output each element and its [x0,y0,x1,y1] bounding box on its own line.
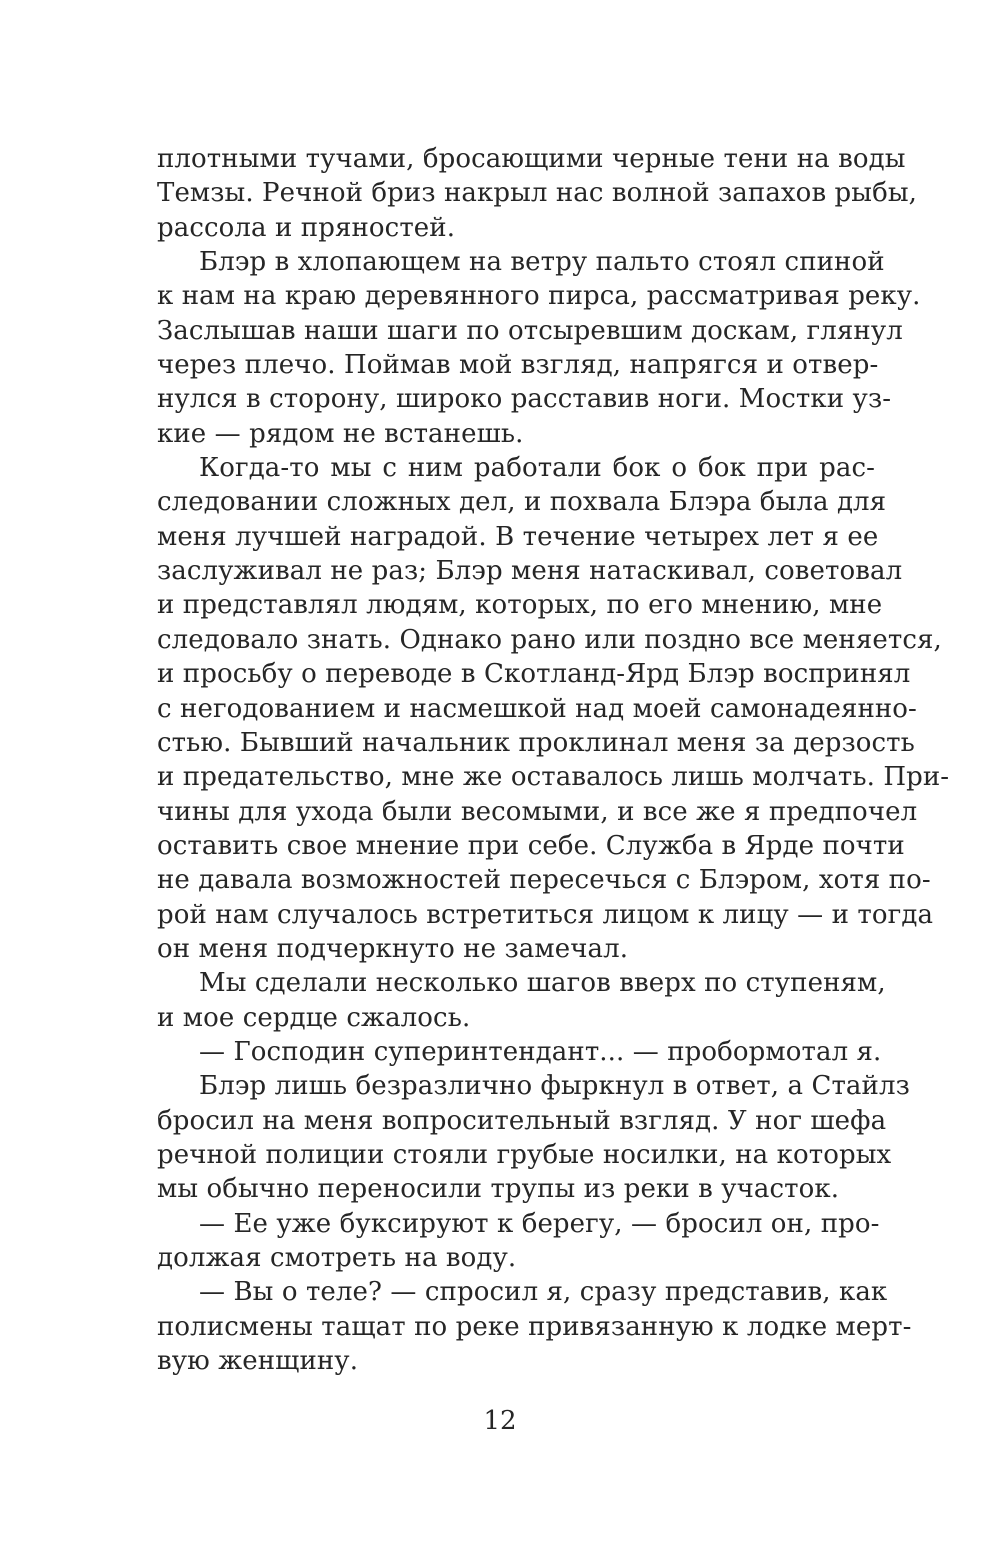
text-line: рой нам случалось встретиться лицом к лицу — и тогда [157,899,934,930]
text-line: к нам на краю деревянного пирса, рассматривая реку. [157,281,921,312]
text-line: рассола и пряностей. [157,212,456,243]
text-line: через плечо. Поймав мой взгляд, напрягся и отвер- [157,350,879,381]
text-line: Блэр в хлопающем на ветру пальто стоял спиной [199,247,885,278]
text-line: и предательство, мне же оставалось лишь молчать. При- [157,762,950,793]
paragraph-3 [157,451,950,966]
text-line: — Вы о теле? — спросил я, сразу представив, как [199,1277,888,1308]
text-line: Темзы. Речной бриз накрыл нас волной запахов рыбы, [157,178,917,209]
text-line: чины для ухода были весомыми, и все же я предпочел [157,796,918,827]
paragraph-6 [157,1069,910,1206]
text-line: стью. Бывший начальник проклинал меня за дерзость [157,727,915,758]
text-line: Когда-то мы с ним работали бок о бок при рас- [199,453,875,484]
text-line: заслуживал не раз; Блэр меня натаскивал, советовал [157,556,903,587]
text-line: кие — рядом не встанешь. [157,418,524,449]
text-line: и просьбу о переводе в Скотланд-Ярд Блэр воспринял [157,659,911,690]
text-line: и мое сердце сжалось. [157,1002,471,1033]
text-line: вую женщину. [157,1346,359,1377]
text-line: речной полиции стояли грубые носилки, на которых [157,1139,892,1170]
paragraph-4 [157,966,886,1035]
paragraph-1 [157,142,917,245]
text-line: бросил на меня вопросительный взгляд. У ног шефа [157,1105,887,1136]
text-line: оставить свое мнение при себе. Служба в Ярде почти [157,830,905,861]
page-body [157,142,950,1378]
text-line: Блэр лишь безразлично фыркнул в ответ, а Стайлз [199,1071,910,1102]
page-number: 12 [483,1406,517,1436]
paragraph-7 [157,1207,880,1276]
paragraph-8 [157,1275,912,1378]
text-line: плотными тучами, бросающими черные тени на воды [157,144,906,174]
text-line: следовало знать. Однако рано или поздно все меняется, [157,624,942,655]
text-line: Мы сделали несколько шагов вверх по ступеням, [199,968,886,999]
text-line: мы обычно переносили трупы из реки в участок. [157,1174,840,1205]
text-line: полисмены тащат по реке привязанную к лодке мерт- [157,1311,912,1342]
text-line: меня лучшей наградой. В течение четырех лет я ее [157,521,879,552]
paragraph-5 [157,1035,882,1069]
text-line: следовании сложных дел, и похвала Блэра была для [157,487,887,518]
text-line: нулся в сторону, широко расставив ноги. Мостки уз- [157,384,892,415]
text-line: с негодованием и насмешкой над моей самонадеянно- [157,693,917,724]
text-line: должая смотреть на воду. [157,1243,517,1273]
text-line: — Ее уже буксируют к берегу, — бросил он, про- [199,1208,880,1239]
text-line: он меня подчеркнуто не замечал. [157,933,629,964]
paragraph-2 [157,245,921,451]
text-line: Заслышав наши шаги по отсыревшим доскам, глянул [157,315,903,346]
text-line: — Господин суперинтендант... — пробормотал я. [199,1036,882,1067]
text-line: не давала возможностей пересечься с Блэром, хотя по- [157,865,931,896]
text-line: и представлял людям, которых, по его мнению, мне [157,590,883,621]
